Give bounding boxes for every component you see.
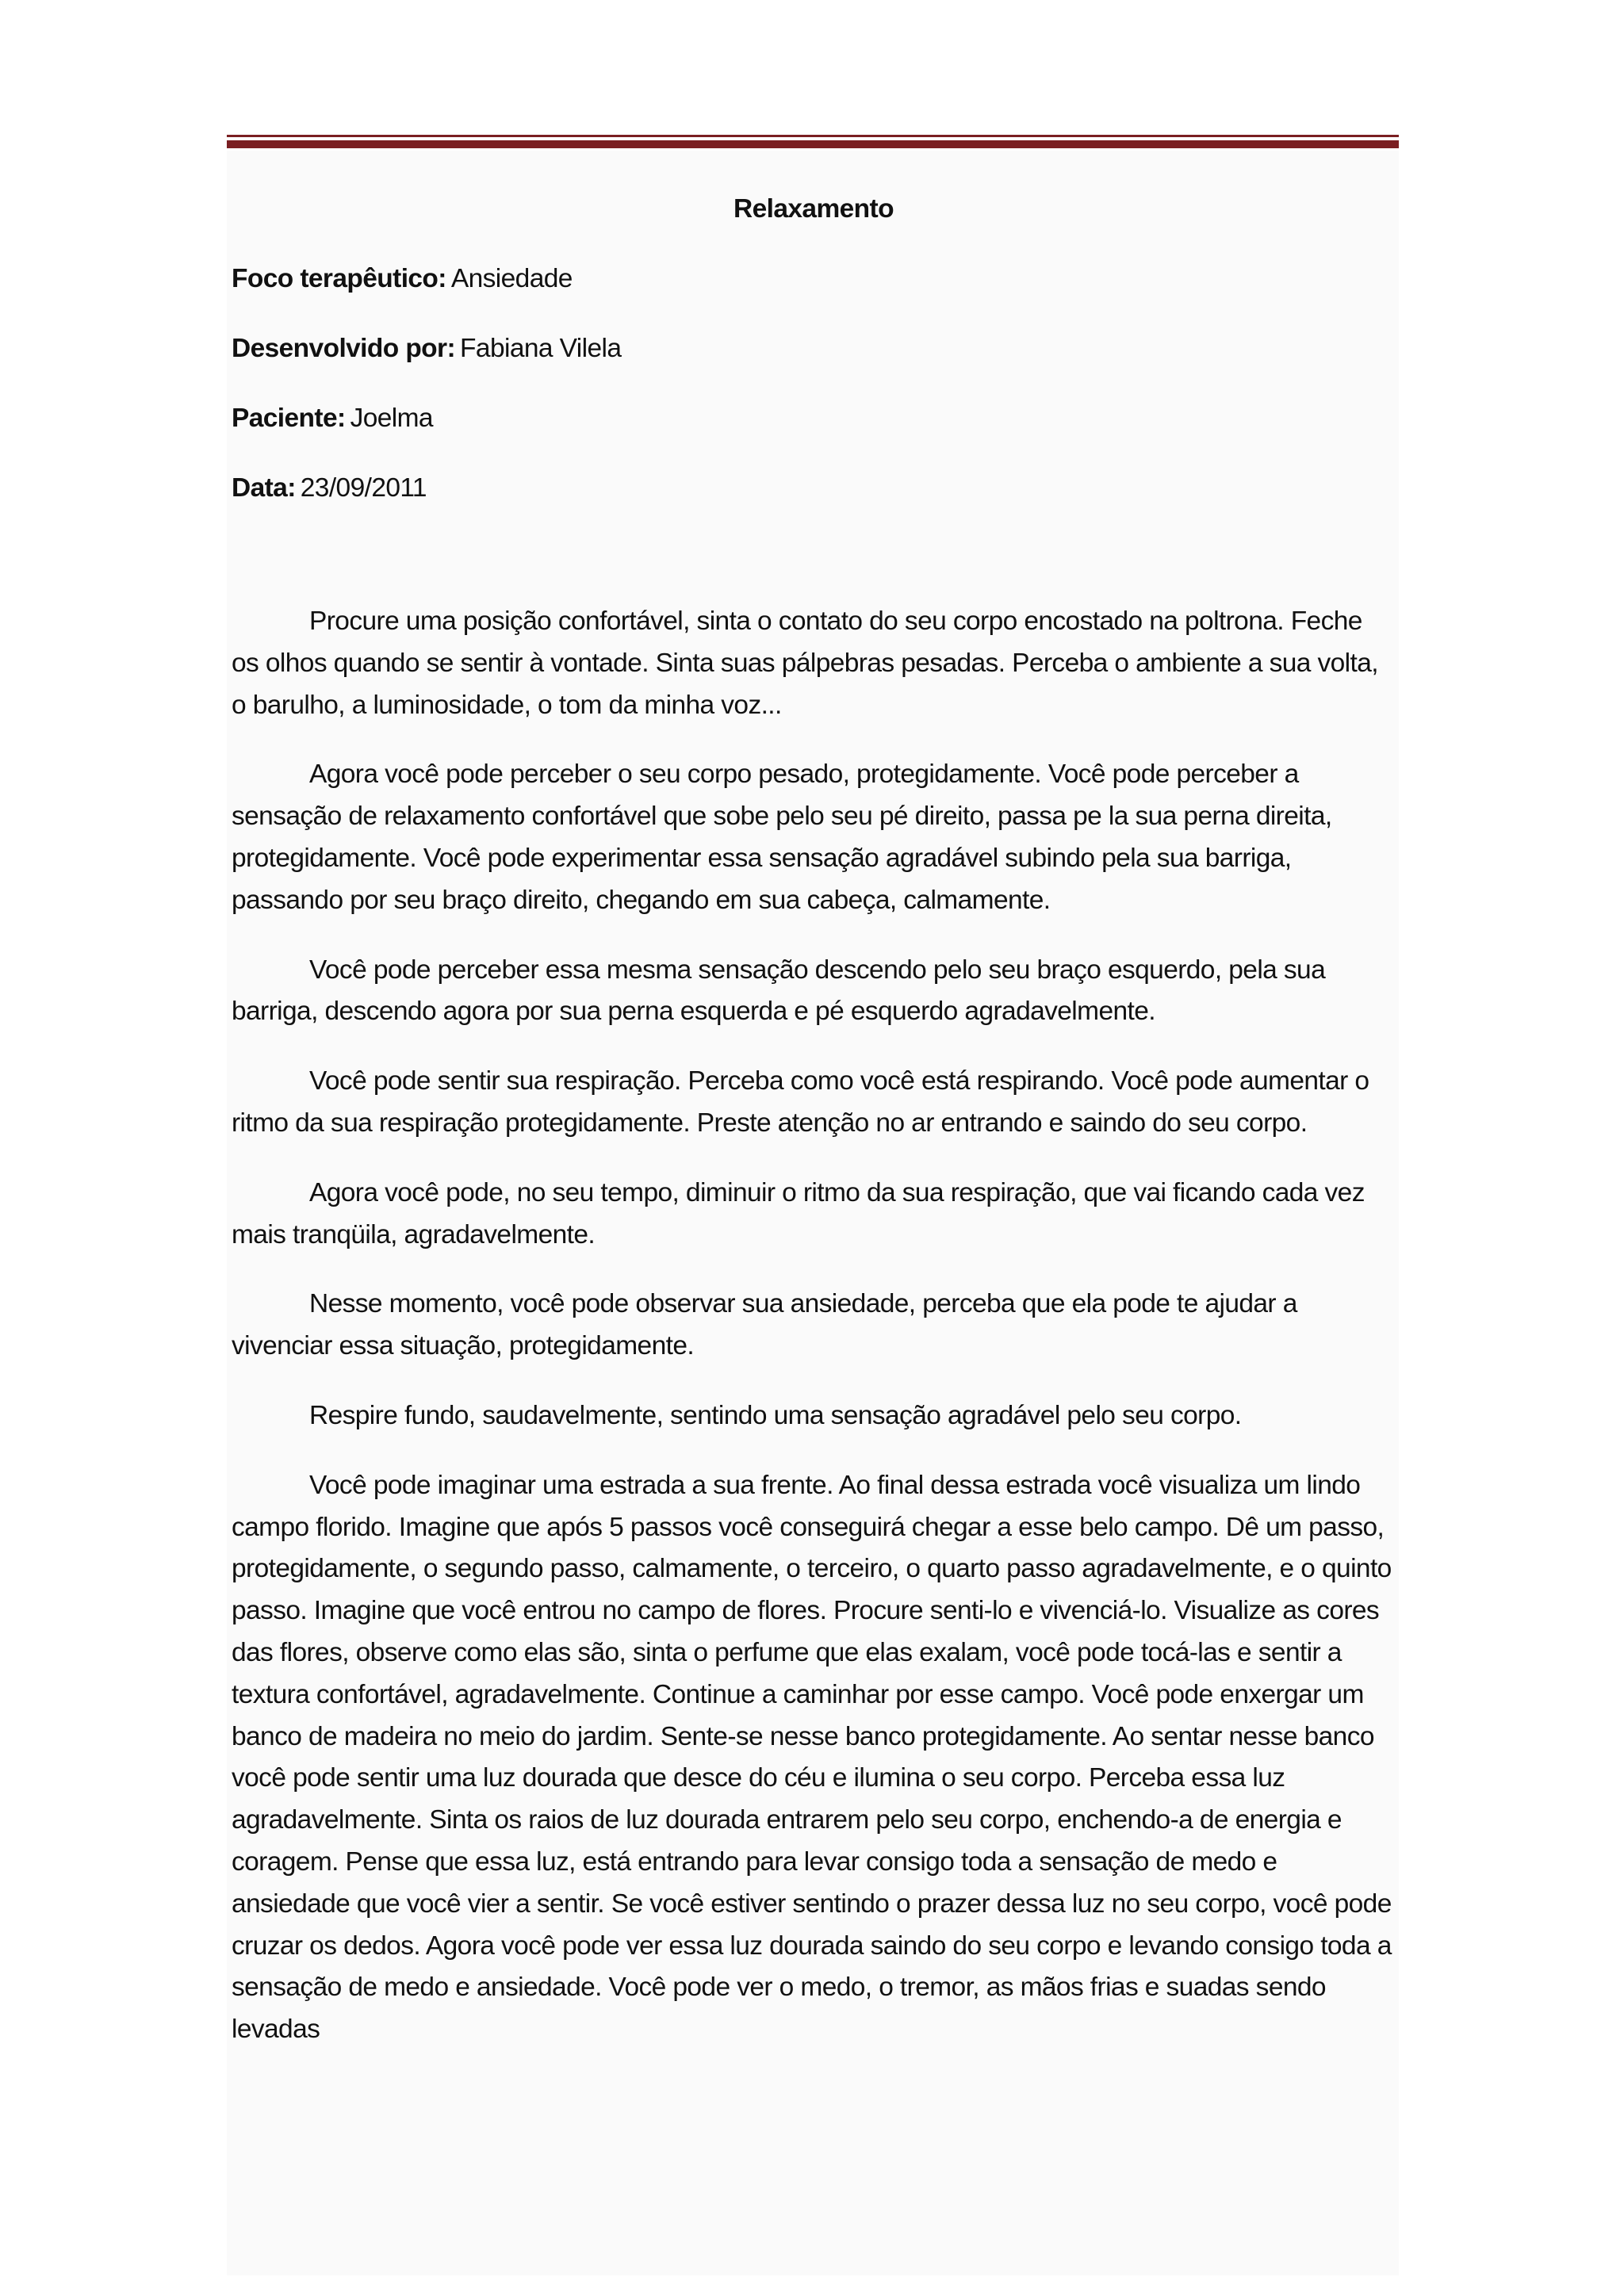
header-rule-thin <box>227 135 1399 137</box>
header-rule-thick <box>227 140 1399 148</box>
paragraph: Procure uma posição confortável, sinta o contato do seu corpo encostado na poltrona. Feche os olhos quando se sentir à vontade. Sinta suas pálpebras pesadas. Perceba o ambiente a sua volta, o barulho, a luminosidade, o tom da minha voz... <box>232 607 1378 720</box>
meta-focus-value: Ansiedade <box>450 264 573 293</box>
meta-date <box>232 466 1396 511</box>
paragraph: Agora você pode, no seu tempo, diminuir o ritmo da sua respiração, que vai ficando cada vez mais tranqüila, agradavelmente. <box>232 1177 1365 1249</box>
document-title: Relaxamento <box>733 194 894 224</box>
meta-author <box>232 327 1396 371</box>
paragraph: Você pode perceber essa mesma sensação descendo pelo seu braço esquerdo, pela sua barriga, descendo agora por sua perna esquerda e pé esquerdo agradavelmente. <box>232 955 1326 1027</box>
meta-date-label: Data: <box>232 473 296 503</box>
paragraph: Nesse momento, você pode observar sua ansiedade, perceba que ela pode te ajudar a vivenciar essa situação, protegidamente. <box>232 1289 1297 1361</box>
meta-author-value: Fabiana Vilela <box>460 334 622 363</box>
paragraph: Agora você pode perceber o seu corpo pesado, protegidamente. Você pode perceber a sensação de relaxamento confortável que sobe pelo seu pé direito, passa pe la sua perna direita, protegidamente. Você pode experimentar essa sensação agradável subindo pela sua barriga, passando por seu braço direito, chegando em sua cabeça, calmamente. <box>232 760 1332 915</box>
meta-patient-label: Paciente: <box>232 404 346 433</box>
paragraph: Você pode sentir sua respiração. Perceba como você está respirando. Você pode aumentar o ritmo da sua respiração protegidamente. Preste atenção no ar entrando e saindo do seu corpo. <box>232 1066 1369 1138</box>
meta-patient <box>232 396 1396 441</box>
paragraph: Você pode imaginar uma estrada a sua frente. Ao final dessa estrada você visualiza um lindo campo florido. Imagine que após 5 passos você conseguirá chegar a esse belo campo. Dê um passo, protegidamente, o segundo passo, calmamente, o terceiro, o quarto passo agradavelmente, e o quinto passo. Imagine que você entrou no campo de flores. Procure senti-lo e vivenciá-lo. Visualize as cores das flores, observe como elas são, sinta o perfume que elas exalam, você pode tocá-las e sentir a textura confortável, agradavelmente. Continue a caminhar por esse campo. Você pode enxergar um banco de madeira no meio do jardim. Sente-se nesse banco protegidamente. Ao sentar nesse banco você pode sentir uma luz dourada que desce do céu e ilumina o seu corpo. Perceba essa luz agradavelmente. Sinta os raios de luz dourada entrarem pelo seu corpo, enchendo-a de energia e coragem. Pense que essa luz, está entrando para levar consigo toda a sensação de medo e ansiedade que você vier a sentir. Se você estiver sentindo o prazer dessa luz no seu corpo, você pode cruzar os dedos. Agora você pode ver essa luz dourada saindo do seu corpo e levando consigo toda a sensação de medo e ansiedade. Você pode ver o medo, o tremor, as mãos frias e suadas sendo levadas <box>232 1470 1392 2045</box>
meta-author-label: Desenvolvido por: <box>232 334 456 363</box>
meta-patient-value: Joelma <box>350 404 433 433</box>
document-content <box>232 187 1396 2079</box>
document-body <box>232 601 1396 2051</box>
meta-focus-label: Foco terapêutico: <box>232 264 446 293</box>
header-rule <box>227 135 1399 151</box>
paragraph: Respire fundo, saudavelmente, sentindo uma sensação agradável pelo seu corpo. <box>309 1400 1242 1430</box>
meta-date-value: 23/09/2011 <box>300 473 427 503</box>
meta-focus <box>232 257 1396 301</box>
